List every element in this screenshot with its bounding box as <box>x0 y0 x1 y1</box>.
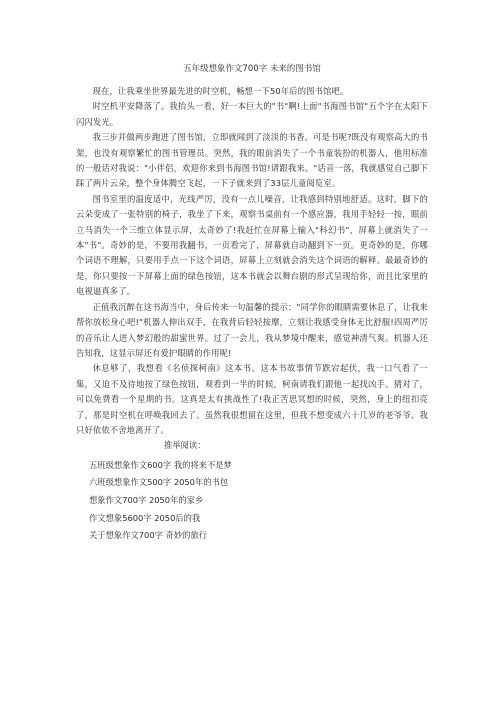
recommend-heading: 推举阅读： <box>164 440 206 451</box>
paragraph-conan: 休息够了，我想看《名侦探柯南》这本书。这本书故事情节跌宕起伏，我一口气看了一集，又迫不及待地按了绿色按钮，观看到一半的时候，柯南请我们跟他一起找凶手。猜对了，可以免费看一个星期的书。这真是太有挑战性了!我正苦思冥想的时候，突然，身上的纽扣亮了，那是时空机在呼唤我回去了。虽然我很想留在这里，但我不想变成六十几岁的老爷爷。我只好依依不舍地离开了。 <box>76 363 428 435</box>
recommend-list <box>76 457 428 545</box>
recommend-item[interactable]: 想象作文700字 2050年的家乡 <box>89 494 204 505</box>
document-title: 五年级想象作文700字 未来的图书馆 <box>183 63 321 73</box>
recommend-item[interactable]: 五班级想象作文600字 我的将来不是梦 <box>89 459 232 470</box>
paragraph-reading-room: 图书室里的温度适中，光线严厉，没有一点儿噪音，让我感到特别地舒适。这时，脚下的云朵变成了一张特别的椅子，我坐了下来，观察书桌前有一个感应器，我用手轻轻一按，眼前立马消失一个三维立体显示屏，太奇妙了!我赶忙在屏幕上输入"科幻书"，屏幕上就消失了一本"书"。奇妙的是，不要用我翻书，一页看完了，屏幕就自动翻到下一页。更奇妙的是，你哪个词语不理解，只要用手点一下这个词语，屏幕上立刻就会消失这个词语的解释。最最奇妙的是，你只要按一下屏幕上面的绿色按钮，这本书就会以舞台剧的形式呈现给你，而且比家里的电视逼真多了。 <box>76 193 428 297</box>
recommend-item[interactable]: 作文想象5600字 2050后的我 <box>89 512 201 523</box>
paragraph-rest: 正值我沉醉在这书海当中，身后传来一句温馨的提示："同学你的眼睛需要休息了，让我来帮你放松身心吧!"机器人伸出双手，在我背后轻轻按摩，立刻让我感受身体无比舒服!四周严厉的音乐让人进入梦幻般的甜蜜世界。过了一会儿，我从梦境中醒来，感觉神清气爽。机器人还告知我，这显示屏还有爱护眼睛的作用呢! <box>76 301 428 358</box>
document-page <box>76 62 428 545</box>
paragraph-landing: 时空机平安降落了。我抬头一看，好一本巨大的"书"啊!上面"书海图书馆"五个字在太阳下闪闪发光。 <box>76 101 428 127</box>
recommend-item[interactable]: 关于想象作文700字 奇妙的旅行 <box>89 530 208 541</box>
paragraph-entrance: 我三步并做两步跑进了图书馆，立即就闻到了淡淡的书香。可是书呢?既没有观察高大的书架，也没有观察繁忙的图书管理员。突然，我的眼前消失了一个书童装扮的机器人，他用标准的一般话对我说："小伴侣，欢迎你来到书海图书馆!请跟我来。"话音一落，我就感觉自己脚下踩了两片云朵，整个身体腾空飞起，一下子就来到了33层儿童阅览室。 <box>76 132 428 189</box>
paragraph-intro: 现在，让我乘坐世界最先进的时空机，畅想一下50年后的图书馆吧。 <box>92 86 349 96</box>
recommend-item[interactable]: 六班级想象作文500字 2050年的书包 <box>89 477 229 488</box>
